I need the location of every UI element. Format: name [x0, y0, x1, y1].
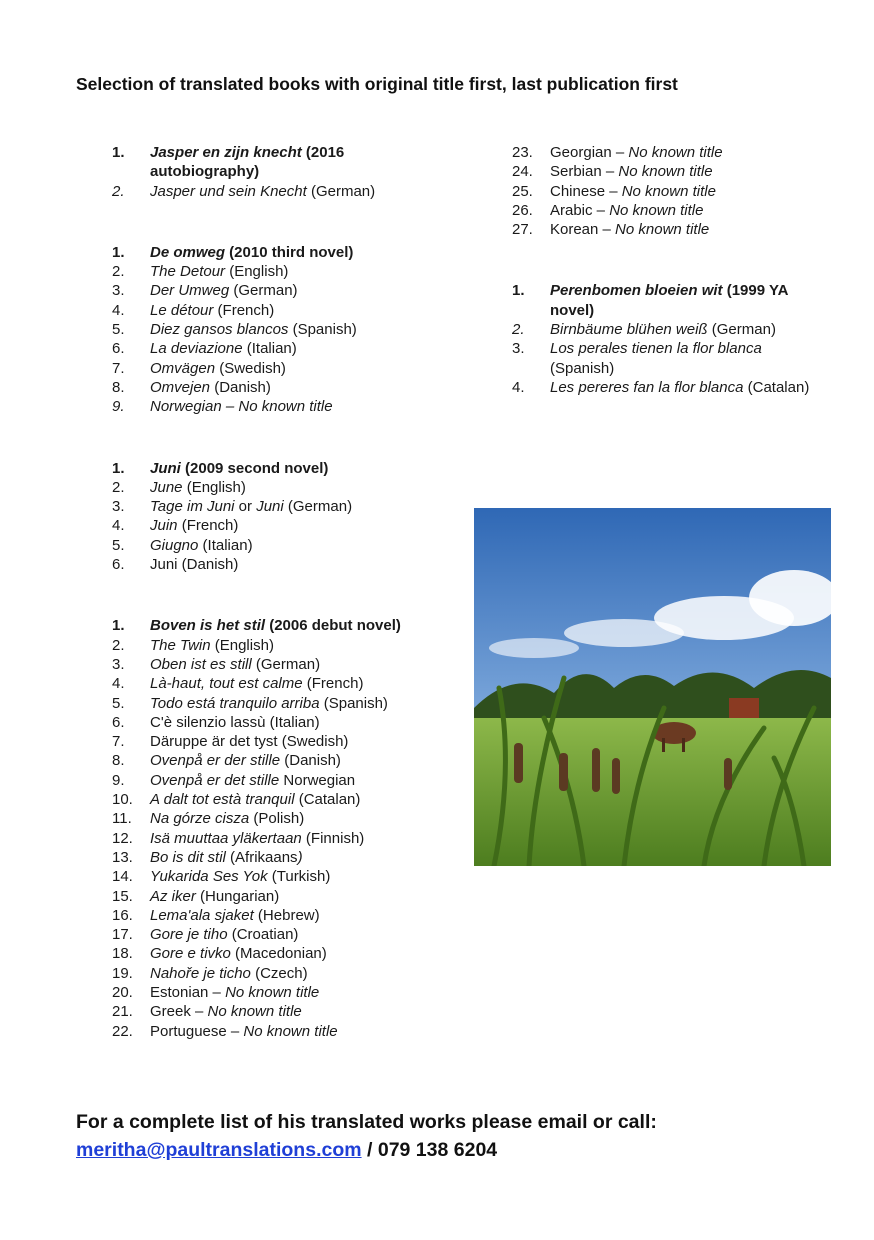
- item-number: 8.: [112, 752, 125, 770]
- contact-footer: [76, 1108, 657, 1164]
- item-number: 9.: [112, 771, 125, 789]
- item-number: 24.: [512, 163, 533, 181]
- item-text: [150, 694, 442, 713]
- item-text-part: Jasper en zijn knecht: [150, 144, 302, 161]
- item-text-part: (Hebrew): [253, 906, 320, 924]
- item-text-part: June: [150, 478, 183, 496]
- item-text-part: Ovenpå er der stille: [150, 752, 281, 770]
- list-item: [512, 378, 812, 397]
- item-text-part: Birnbäume blühen weiß: [550, 321, 708, 339]
- item-number: 6.: [112, 556, 125, 574]
- right-column: [512, 143, 812, 439]
- list-item: [112, 536, 442, 555]
- page-title: Selection of translated books with original title first, last publication first: [76, 74, 678, 94]
- item-text: [150, 339, 442, 358]
- item-text-part: Oben ist es still: [150, 655, 252, 673]
- item-number: 5.: [112, 694, 125, 712]
- item-text-part: Là-haut, tout est calme: [150, 675, 303, 693]
- item-number: 25.: [512, 182, 533, 200]
- list-item: [112, 143, 442, 182]
- item-number: 9.: [112, 398, 125, 416]
- list-item: [512, 281, 812, 320]
- item-text-part: No known title: [615, 221, 710, 239]
- item-text-part: Chinese –: [550, 182, 622, 200]
- list-item: [112, 378, 442, 397]
- item-number: 14.: [112, 868, 133, 886]
- item-number: 2.: [112, 636, 125, 654]
- item-text-part: Norwegian – No known title: [150, 398, 333, 416]
- list-item: [112, 262, 442, 281]
- item-text: [550, 182, 812, 201]
- list-item: [112, 751, 442, 770]
- item-text: [150, 243, 442, 262]
- list-item: [512, 143, 812, 162]
- item-number: 23.: [512, 144, 533, 161]
- item-text-part: Georgian –: [550, 144, 629, 161]
- book-list-omweg: [112, 243, 442, 417]
- item-text: [150, 636, 442, 655]
- item-text: [150, 378, 442, 397]
- item-text-part: (English): [182, 478, 246, 496]
- item-text-part: Omvägen: [150, 359, 216, 377]
- item-text-part: (French): [177, 517, 239, 535]
- item-text-part: (Polish): [249, 810, 305, 828]
- item-text-part: Portuguese –: [150, 1022, 244, 1040]
- item-number: 6.: [112, 713, 125, 731]
- list-item: [112, 636, 442, 655]
- book-list-juni: [112, 459, 442, 575]
- item-number: 1.: [112, 144, 125, 161]
- list-item: [112, 281, 442, 300]
- item-text-part: (French): [213, 301, 275, 319]
- item-text-part: (Turkish): [267, 868, 331, 886]
- item-text-part: The Detour: [150, 263, 226, 281]
- item-text-part: No known title: [225, 983, 320, 1001]
- list-item: [112, 182, 442, 201]
- item-text-part: (German): [283, 498, 353, 516]
- item-text-part: (Macedonian): [230, 945, 327, 963]
- item-number: 26.: [512, 201, 533, 219]
- list-item: [112, 790, 442, 809]
- item-text: [150, 829, 442, 848]
- item-text: [150, 616, 442, 635]
- list-item: [112, 829, 442, 848]
- list-item: [112, 983, 442, 1002]
- list-item: [112, 809, 442, 828]
- item-text-part: Az iker: [150, 887, 196, 905]
- item-text: [150, 887, 442, 906]
- item-text: [150, 1022, 442, 1041]
- contact-separator: /: [361, 1139, 378, 1161]
- phone-number: 079 138 6204: [377, 1139, 498, 1161]
- item-text-part: (English): [210, 636, 274, 654]
- item-text: [150, 143, 442, 182]
- item-text-part: La deviazione: [150, 340, 243, 358]
- item-text-part: Gore e tivko: [150, 945, 231, 963]
- list-item: [112, 732, 442, 751]
- item-number: 22.: [112, 1022, 133, 1040]
- item-number: 15.: [112, 887, 133, 905]
- item-text: [150, 1002, 442, 1021]
- item-text-part: No known title: [207, 1003, 302, 1021]
- list-item: [112, 339, 442, 358]
- item-text-part: (Swedish): [215, 359, 286, 377]
- list-item: [112, 655, 442, 674]
- item-text: [150, 536, 442, 555]
- item-number: 20.: [112, 983, 133, 1001]
- list-item: [112, 616, 442, 635]
- item-text-part: Bo is dit stil: [150, 848, 226, 866]
- item-text-part: Greek –: [150, 1003, 208, 1021]
- list-item: [112, 459, 442, 478]
- item-text-part: Juin: [150, 517, 178, 535]
- book-list-boven-cont: [512, 143, 812, 239]
- item-text-part: (German): [707, 321, 776, 339]
- list-item: [112, 906, 442, 925]
- list-item: [112, 694, 442, 713]
- item-number: 10.: [112, 791, 133, 809]
- email-link[interactable]: meritha@paultranslations.com: [76, 1139, 362, 1161]
- item-number: 4.: [112, 517, 125, 535]
- item-text: [150, 301, 442, 320]
- list-item: [112, 944, 442, 963]
- item-text-part: Der Umweg: [150, 282, 230, 300]
- item-text: [150, 771, 442, 790]
- item-text-part: Arabic –: [550, 201, 610, 219]
- item-text-part: Jasper und sein Knecht: [150, 182, 307, 200]
- landscape-photo-icon: [474, 508, 831, 866]
- item-number: 1.: [512, 282, 525, 300]
- item-number: 3.: [112, 655, 125, 673]
- list-item: [512, 220, 812, 239]
- book-list-boven: [112, 616, 442, 1041]
- item-text-part: Tage im Juni: [150, 498, 235, 516]
- item-text-part: Juni: [256, 498, 284, 516]
- landscape-photo: [474, 508, 831, 866]
- item-text-part: (Italian): [242, 340, 297, 358]
- list-item: [112, 478, 442, 497]
- item-text: [150, 713, 442, 732]
- list-item: [112, 713, 442, 732]
- item-text-part: (2006 debut novel): [265, 617, 401, 635]
- item-text-part: (2010 third novel): [225, 243, 354, 261]
- item-text-part: (English): [225, 263, 289, 281]
- item-text: [550, 220, 812, 239]
- item-text-part: Ovenpå er det stille: [150, 771, 280, 789]
- item-text-part: Perenbomen bloeien wit: [550, 282, 723, 300]
- list-item: [112, 925, 442, 944]
- list-item: [512, 201, 812, 220]
- list-item: [112, 516, 442, 535]
- item-text-part: Serbian –: [550, 163, 619, 181]
- list-item: [112, 771, 442, 790]
- item-text-part: No known title: [243, 1022, 338, 1040]
- item-text-part: Lema'ala sjaket: [150, 906, 254, 924]
- item-text-part: (Croatian): [227, 926, 299, 944]
- item-text-part: The Twin: [150, 636, 211, 654]
- item-number: 19.: [112, 964, 133, 982]
- item-text-part: (Czech): [250, 964, 308, 982]
- item-text-part: or: [234, 498, 257, 516]
- item-text: [550, 320, 812, 339]
- item-text-part: (Danish): [280, 752, 341, 770]
- list-item: [112, 320, 442, 339]
- item-text: [150, 964, 442, 983]
- list-item: [112, 1022, 442, 1041]
- item-text: [150, 925, 442, 944]
- item-number: 27.: [512, 221, 533, 239]
- item-text-part: (Spanish): [288, 321, 357, 339]
- item-text: [150, 516, 442, 535]
- item-text-part: No known title: [621, 182, 716, 200]
- item-text: [150, 397, 442, 416]
- item-text-part: No known title: [618, 163, 713, 181]
- item-text-part: Nahoře je ticho: [150, 964, 251, 982]
- list-item: [112, 867, 442, 886]
- item-number: 1.: [112, 459, 125, 477]
- item-text-part: Diez gansos blancos: [150, 321, 289, 339]
- item-text: [150, 809, 442, 828]
- item-number: 7.: [112, 359, 125, 377]
- item-number: 7.: [112, 733, 125, 751]
- item-text-part: (Spanish): [319, 694, 388, 712]
- list-item: [112, 359, 442, 378]
- item-number: 11.: [112, 810, 132, 828]
- item-number: 4.: [112, 301, 125, 319]
- item-number: 8.: [112, 378, 125, 396]
- item-text-part: Korean –: [550, 221, 616, 239]
- item-text-part: (1999 YA novel): [550, 282, 788, 319]
- item-text: [150, 732, 442, 751]
- item-text: [150, 790, 442, 809]
- item-number: 3.: [112, 282, 125, 300]
- item-number: 3.: [512, 340, 525, 358]
- item-number: 6.: [112, 340, 125, 358]
- item-text-part: Na górze cisza: [150, 810, 250, 828]
- item-text: [550, 201, 812, 220]
- item-text-part: (Spanish): [550, 359, 615, 377]
- book-list-jasper: [112, 143, 442, 201]
- contact-line: [76, 1136, 657, 1164]
- item-text: [150, 478, 442, 497]
- list-item: [112, 964, 442, 983]
- item-text-part: No known title: [628, 144, 723, 161]
- list-item: [112, 243, 442, 262]
- item-text-part: Boven is het stil: [150, 617, 266, 635]
- item-text: [150, 359, 442, 378]
- left-column: [112, 143, 442, 1083]
- item-text-part: Giugno: [150, 536, 199, 554]
- item-text-part: (Finnish): [301, 829, 365, 847]
- item-text-part: Todo está tranquilo arriba: [150, 694, 320, 712]
- item-text: [550, 281, 812, 320]
- item-text-part: (2009 second novel): [180, 459, 329, 477]
- item-text: [150, 320, 442, 339]
- item-text: [150, 751, 442, 770]
- item-text: [150, 944, 442, 963]
- item-text: [150, 674, 442, 693]
- item-number: 16.: [112, 906, 133, 924]
- item-text: [150, 182, 442, 201]
- item-text: [150, 262, 442, 281]
- item-text-part: (2016 autobiography): [150, 144, 345, 181]
- item-text-part: No known title: [609, 201, 704, 219]
- item-text: [150, 867, 442, 886]
- item-text: [150, 655, 442, 674]
- item-number: 2.: [112, 182, 125, 200]
- item-text: [150, 281, 442, 300]
- list-item: [512, 182, 812, 201]
- item-text-part: (German): [229, 282, 298, 300]
- item-text-part: Les pereres fan la flor blanca: [550, 378, 744, 396]
- item-number: 2.: [112, 263, 125, 281]
- item-text: [550, 143, 812, 162]
- item-text-part: Juni (Danish): [150, 556, 239, 574]
- list-item: [112, 674, 442, 693]
- list-item: [112, 1002, 442, 1021]
- item-text-part: Omvejen: [150, 378, 211, 396]
- item-text: [150, 555, 442, 574]
- item-text-part: ): [297, 848, 303, 866]
- item-text: [150, 906, 442, 925]
- item-text-part: Isä muuttaa yläkertaan: [150, 829, 302, 847]
- item-text-part: C'è silenzio lassù (Italian): [150, 713, 320, 731]
- item-text: [550, 162, 812, 181]
- item-text-part: Le détour: [150, 301, 214, 319]
- item-text-part: Yukarida Ses Yok: [150, 868, 268, 886]
- item-text-part: Norwegian: [279, 771, 356, 789]
- item-number: 3.: [112, 498, 125, 516]
- list-item: [112, 301, 442, 320]
- item-number: 17.: [112, 926, 133, 944]
- list-item: [512, 320, 812, 339]
- list-item: [112, 887, 442, 906]
- item-number: 5.: [112, 536, 125, 554]
- item-text-part: Estonian –: [150, 983, 226, 1001]
- item-text: [150, 459, 442, 478]
- list-item: [512, 162, 812, 181]
- item-text-part: Gore je tiho: [150, 926, 228, 944]
- item-number: 21.: [112, 1003, 133, 1021]
- item-text-part: Däruppe är det tyst (Swedish): [150, 733, 349, 751]
- item-text: [150, 983, 442, 1002]
- book-list-perenbomen: [512, 281, 812, 397]
- footer-line: For a complete list of his translated works please email or call:: [76, 1111, 657, 1133]
- item-number: 1.: [112, 243, 125, 261]
- item-number: 5.: [112, 321, 125, 339]
- item-number: 18.: [112, 945, 133, 963]
- item-number: 4.: [512, 378, 525, 396]
- item-text-part: (Hungarian): [195, 887, 280, 905]
- list-item: [112, 497, 442, 516]
- item-number: 4.: [112, 675, 125, 693]
- list-item: [112, 555, 442, 574]
- item-text: [150, 848, 442, 867]
- item-text-part: Juni: [150, 459, 181, 477]
- item-text-part: De omweg: [150, 243, 226, 261]
- item-text: [550, 339, 812, 378]
- item-text-part: (German): [306, 182, 376, 200]
- item-text-part: (Italian): [198, 536, 253, 554]
- item-text-part: (Catalan): [294, 791, 361, 809]
- list-item: [512, 339, 812, 378]
- item-number: 12.: [112, 829, 133, 847]
- item-text-part: (German): [251, 655, 321, 673]
- item-number: 1.: [112, 617, 125, 635]
- item-number: 13.: [112, 848, 133, 866]
- item-number: 2.: [512, 321, 525, 339]
- item-text-part: (Catalan): [743, 378, 810, 396]
- item-number: 2.: [112, 478, 125, 496]
- list-item: [112, 397, 442, 416]
- item-text-part: Los perales tienen la flor blanca: [550, 340, 762, 358]
- item-text-part: A dalt tot està tranquil: [150, 791, 295, 809]
- item-text: [150, 497, 442, 516]
- item-text-part: (Danish): [210, 378, 271, 396]
- list-item: [112, 848, 442, 867]
- item-text-part: (French): [302, 675, 364, 693]
- item-text-part: (Afrikaans: [225, 848, 298, 866]
- item-text: [550, 378, 812, 397]
